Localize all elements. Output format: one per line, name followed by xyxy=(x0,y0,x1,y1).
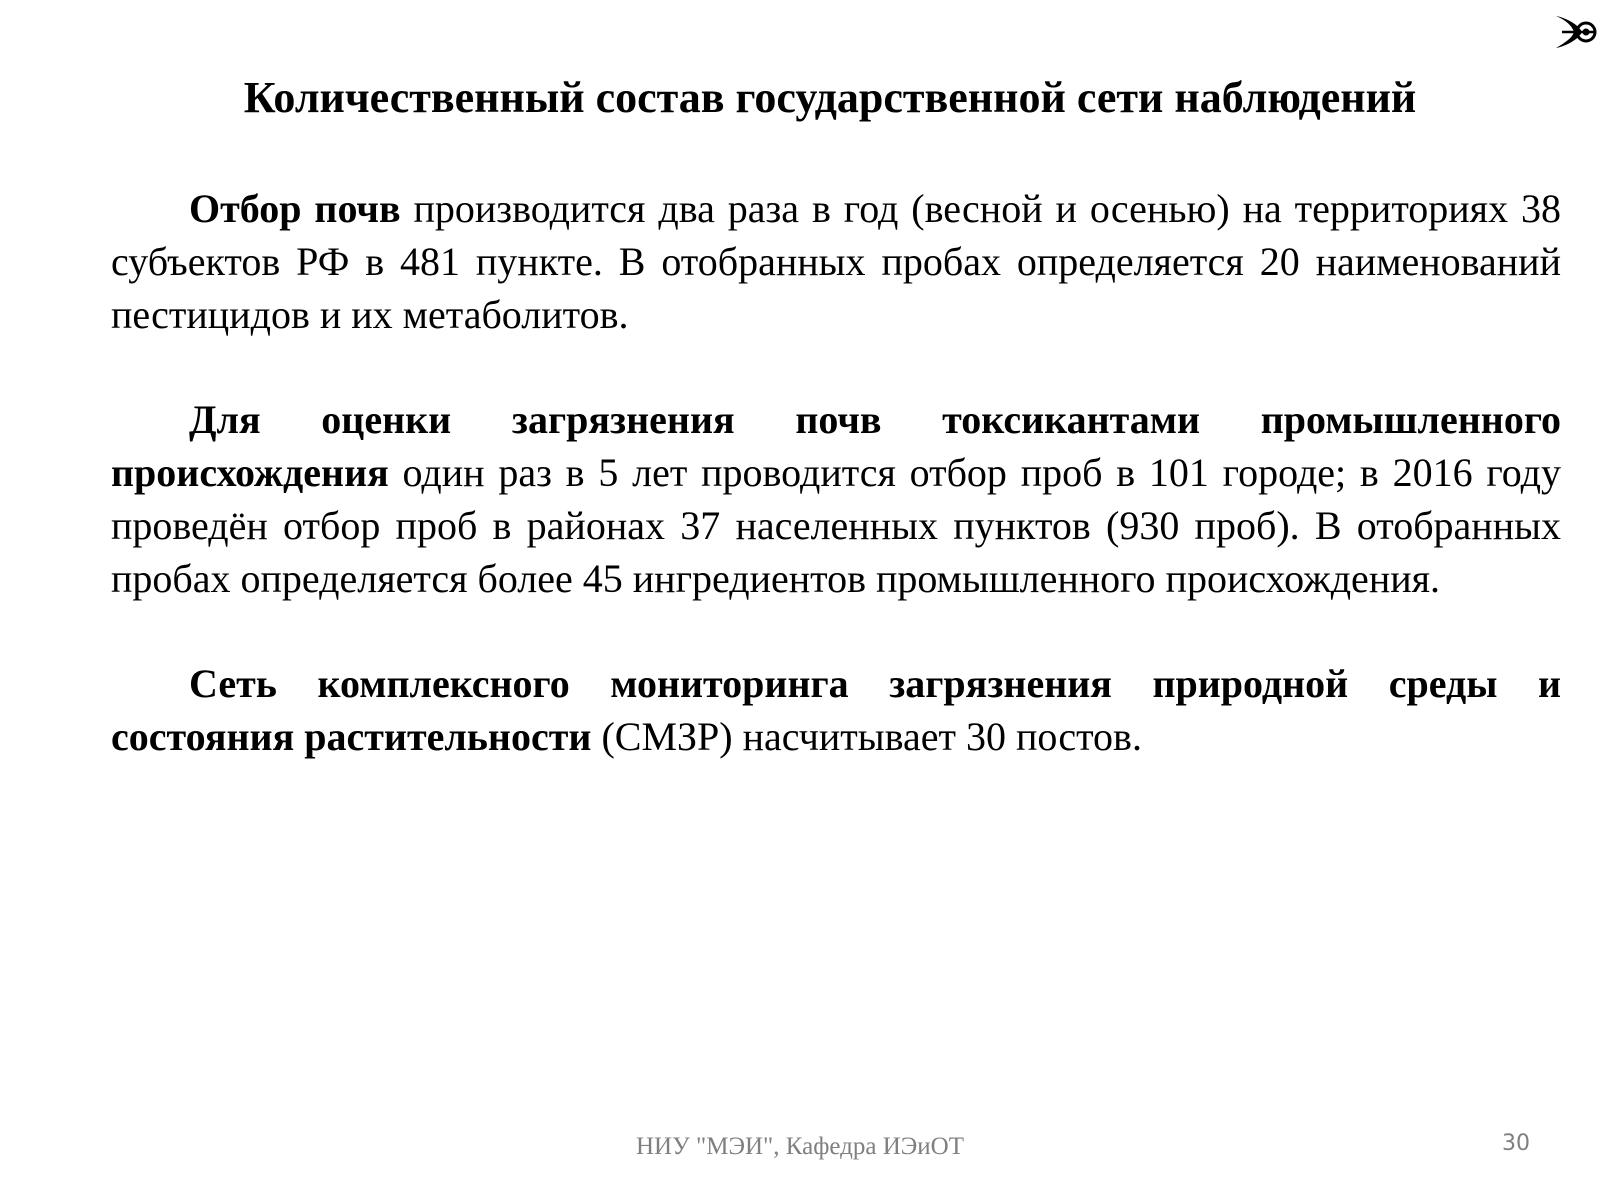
page-number: 30 xyxy=(1502,1131,1530,1156)
paragraph-text: один раз в 5 лет проводится отбор проб в 101 городе; в 2016 году проведён отбор проб в районах 37 населенных пунктов (930 проб). В отобранных пробах определяется более 45 ингредиентов промышленного происхождения. xyxy=(111,450,1561,601)
university-emblem-icon xyxy=(1552,8,1598,54)
paragraph-text: производится два раза в год (весной и осенью) на территориях 38 субъектов РФ в 481 пункте. В отобранных пробах определяется 20 наименований пестицидов и их метаболитов. xyxy=(111,186,1561,337)
paragraph-smzr-network xyxy=(111,657,1561,763)
footer-text: НИУ "МЭИ", Кафедра ИЭиОТ xyxy=(636,1133,964,1160)
paragraph-lead: Для оценки загрязнения почв токсикантами промышленного происхождения xyxy=(111,397,1561,495)
paragraph-industrial-toxicants xyxy=(111,393,1561,605)
paragraph-lead: Сеть комплексного мониторинга загрязнения природной среды и состояния растительности xyxy=(111,661,1561,759)
paragraph-text: (СМЗР) насчитывает 30 постов. xyxy=(591,714,1142,759)
slide-body xyxy=(111,182,1561,815)
slide-title: Количественный состав государственной сети наблюдений xyxy=(243,73,1417,122)
paragraph-lead: Отбор почв xyxy=(189,186,401,231)
paragraph-soil-sampling xyxy=(111,182,1561,341)
